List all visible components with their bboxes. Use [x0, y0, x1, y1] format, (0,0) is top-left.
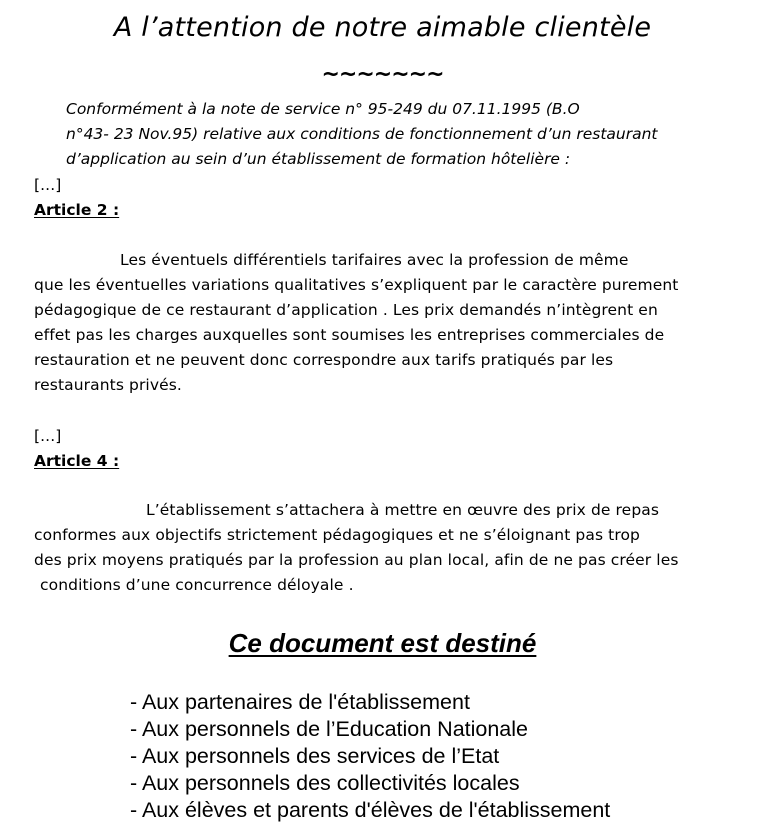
article-4-heading: Article 4 : — [34, 452, 120, 470]
intro-line: n°43- 23 Nov.95) relative aux conditions de fonctionnement d’un restaurant — [66, 125, 658, 143]
audience-item: - Aux personnels des collectivités locales — [130, 771, 520, 795]
article-2-line: Les éventuels différentiels tarifaires avec la profession de même — [120, 251, 629, 269]
audience-item: - Aux partenaires de l'établissement — [130, 690, 470, 714]
audience-item: - Aux personnels de l’Education Nationale — [130, 717, 529, 741]
article-4-line: conditions d’une concurrence déloyale . — [40, 576, 354, 594]
article-4-line: des prix moyens pratiqués par la profession au plan local, afin de ne pas créer les — [34, 551, 679, 569]
article-2-line: restauration et ne peuvent donc correspondre aux tarifs pratiqués par les — [34, 351, 614, 369]
destination-heading: Ce document est destiné — [228, 628, 537, 658]
audience-item: - Aux personnels des services de l’Etat — [130, 744, 500, 768]
article-4-line: conformes aux objectifs strictement pédagogiques et ne s’éloignant pas trop — [34, 526, 640, 544]
title-separator: ~~~~~~~ — [321, 62, 444, 87]
article-2-line: effet pas les charges auxquelles sont soumises les entreprises commerciales de — [34, 326, 665, 344]
intro-line: d’application au sein d’un établissement de formation hôtelière : — [66, 150, 571, 168]
audience-item: - Aux élèves et parents d'élèves de l'établissement — [130, 798, 611, 822]
intro-line: Conformément à la note de service n° 95-249 du 07.11.1995 (B.O — [66, 100, 580, 118]
document-title: A l’attention de notre aimable clientèle — [113, 12, 652, 43]
article-2-ellipsis: [...] — [34, 176, 62, 194]
article-2-line: restaurants privés. — [34, 376, 182, 394]
article-2-line: que les éventuelles variations qualitatives s’expliquent par le caractère purement — [34, 276, 679, 294]
article-4-line: L’établissement s’attachera à mettre en œuvre des prix de repas — [146, 501, 660, 519]
article-2-heading: Article 2 : — [34, 201, 120, 219]
article-2-line: pédagogique de ce restaurant d’application . Les prix demandés n’intègrent en — [34, 301, 658, 319]
article-4-ellipsis: [...] — [34, 427, 62, 445]
